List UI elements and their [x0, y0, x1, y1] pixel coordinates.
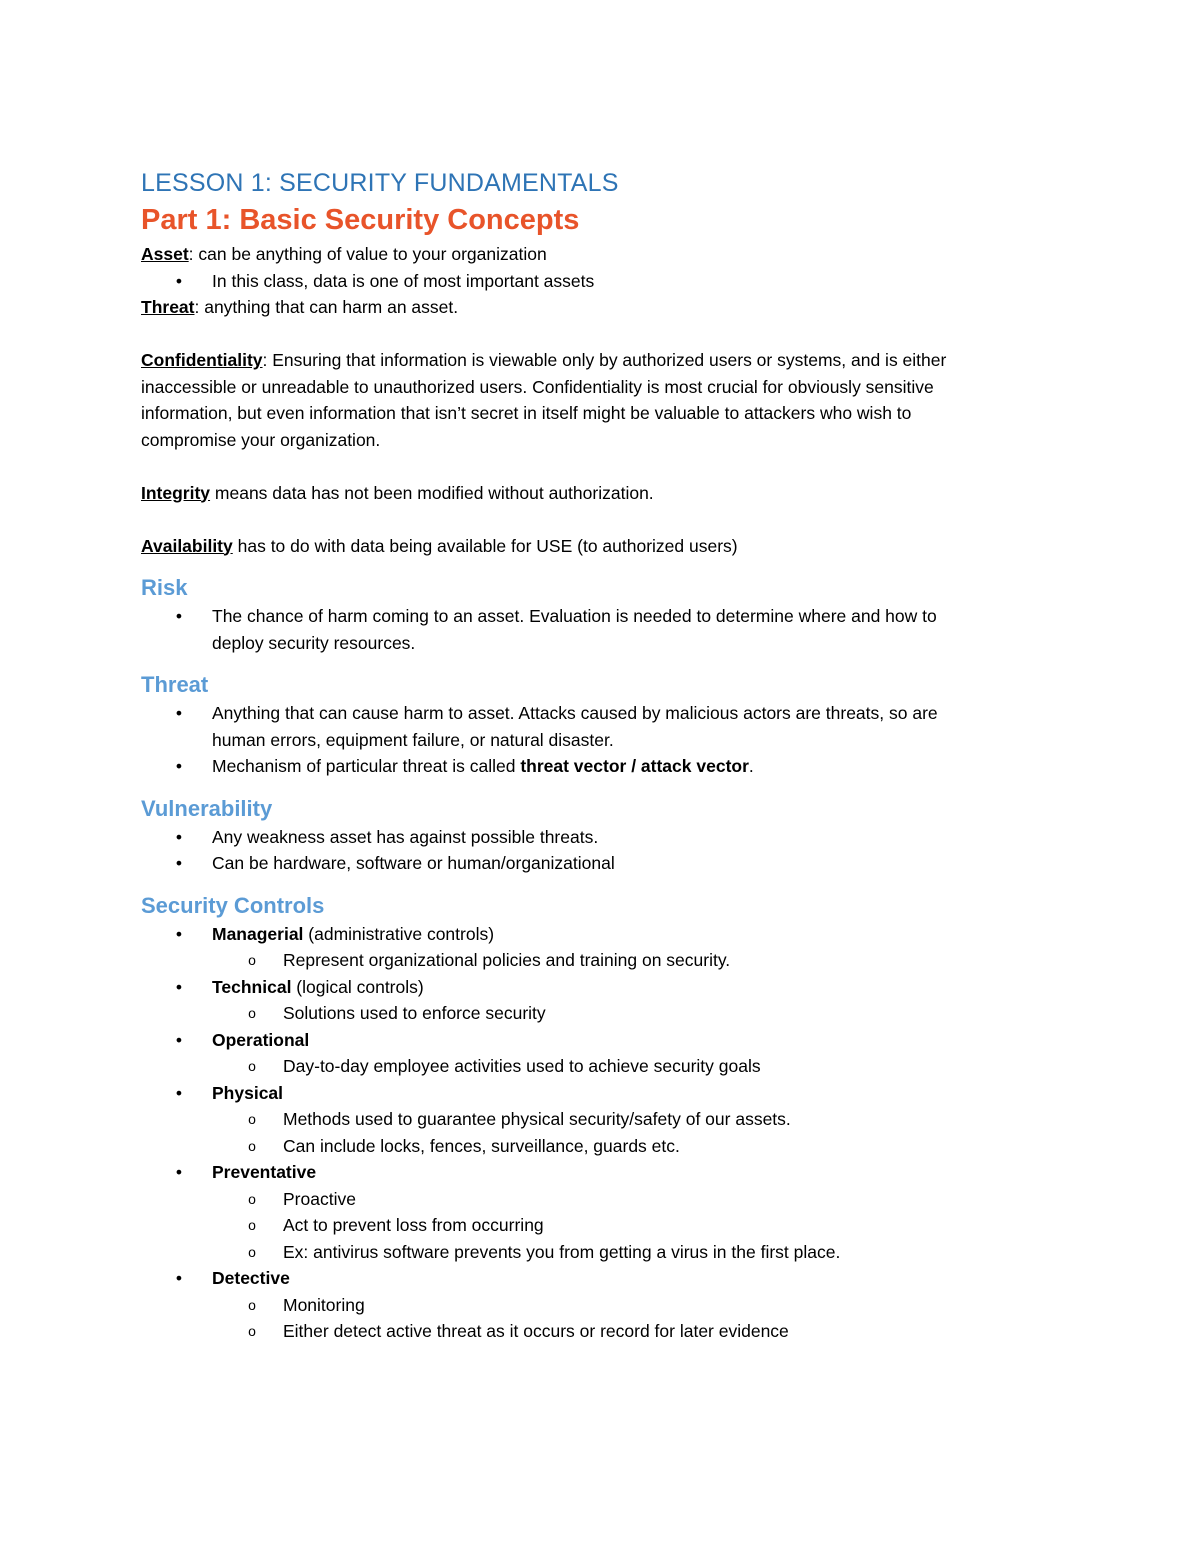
part-heading: Part 1: Basic Security Concepts	[141, 204, 580, 236]
sub-list-item: o Ex: antivirus software prevents you from getting a virus in the first place.	[141, 1239, 1061, 1266]
threat-heading: Threat	[141, 672, 209, 697]
bullet-icon: •	[175, 756, 183, 776]
integrity-definition: Integrity means data has not been modified without authorization.	[141, 482, 654, 503]
sub-list-item: o Can include locks, fences, surveillance, guards etc.	[141, 1133, 1061, 1160]
integrity-term: Integrity	[141, 482, 211, 503]
spacer	[141, 453, 1061, 480]
spacer	[141, 321, 1061, 348]
sub-list-item: o Methods used to guarantee physical security/safety of our assets.	[141, 1106, 1061, 1133]
security-controls-list	[141, 921, 1061, 1345]
list-item: • Operational	[141, 1027, 1061, 1054]
circle-bullet-icon: o	[248, 1323, 256, 1339]
confidentiality-paragraph: Confidentiality: Ensuring that information is viewable only by authorized users or systems, and is either inaccessible or unreadable to unauthorized users. Confidentiality is most crucial for obviously sensitive information, but even information that isn’t secret in itself might be valuable to attackers who wish to compromise your organization.	[141, 350, 947, 450]
threat-definition	[141, 294, 1061, 321]
list-item: • Managerial (administrative controls)	[141, 921, 1061, 948]
list-item: • Technical (logical controls)	[141, 974, 1061, 1001]
spacer	[141, 506, 1061, 533]
sub-list-item: o Day-to-day employee activities used to achieve security goals	[141, 1053, 1061, 1080]
threat-bullets	[141, 700, 1061, 780]
circle-bullet-icon: o	[248, 1005, 256, 1021]
availability-definition: Availability has to do with data being available for USE (to authorized users)	[141, 535, 738, 556]
bullet-icon: •	[175, 853, 183, 873]
list-item: • Can be hardware, software or human/organizational	[141, 850, 1061, 877]
list-item: • Preventative	[141, 1159, 1061, 1186]
risk-bullets	[141, 603, 1061, 656]
bullet-icon: •	[175, 703, 183, 723]
circle-bullet-icon: o	[248, 1296, 256, 1313]
list-item: • Any weakness asset has against possible threats.	[141, 824, 1061, 851]
circle-bullet-icon: o	[248, 952, 256, 968]
list-item: • Mechanism of particular threat is called threat vector / attack vector.	[141, 753, 1061, 780]
asset-bullets	[141, 268, 1061, 295]
threat-term: Threat	[141, 297, 195, 317]
list-item: • Anything that can cause harm to asset. Attacks caused by malicious actors are threats, so are human errors, equipment failure, or natural disaster.	[141, 700, 1061, 753]
sub-list-item: o Represent organizational policies and training on security.	[141, 947, 1061, 974]
sub-list-item: o Either detect active threat as it occurs or record for later evidence	[141, 1318, 1061, 1345]
bullet-icon: •	[175, 1268, 183, 1288]
confidentiality-term: Confidentiality	[141, 350, 263, 370]
vulnerability-bullets	[141, 824, 1061, 877]
circle-bullet-icon: o	[248, 1137, 256, 1154]
bullet-icon: •	[175, 923, 183, 944]
list-item: • Physical	[141, 1080, 1061, 1107]
circle-bullet-icon: o	[248, 1111, 256, 1127]
bullet-icon: •	[175, 826, 183, 847]
circle-bullet-icon: o	[248, 1058, 256, 1074]
asset-term: Asset	[141, 244, 189, 264]
bullet-icon: •	[175, 1162, 183, 1182]
bullet-icon: •	[175, 270, 183, 291]
list-item: • In this class, data is one of most important assets	[141, 268, 1061, 295]
document-page	[141, 166, 1061, 1345]
vulnerability-heading: Vulnerability	[141, 795, 273, 821]
bullet-icon: •	[175, 606, 183, 626]
sub-list-item: o Solutions used to enforce security	[141, 1000, 1061, 1027]
asset-definition	[141, 241, 1061, 268]
availability-term: Availability	[141, 535, 233, 556]
bullet-icon: •	[175, 1029, 183, 1050]
risk-heading: Risk	[141, 575, 188, 600]
circle-bullet-icon: o	[248, 1217, 256, 1233]
lesson-title: LESSON 1: SECURITY FUNDAMENTALS	[141, 169, 619, 197]
circle-bullet-icon: o	[248, 1243, 256, 1260]
sub-list-item: o Proactive	[141, 1186, 1061, 1213]
asset-definition-text: : can be anything of value to your organization	[188, 244, 547, 264]
circle-bullet-icon: o	[248, 1190, 256, 1207]
bullet-icon: •	[175, 1082, 183, 1103]
list-item: • Detective	[141, 1265, 1061, 1292]
security-controls-heading: Security Controls	[141, 892, 325, 918]
bullet-icon: •	[175, 976, 183, 997]
sub-list-item: o Monitoring	[141, 1292, 1061, 1319]
list-item: • The chance of harm coming to an asset. Evaluation is needed to determine where and how to deploy security resources.	[141, 603, 1061, 656]
sub-list-item: o Act to prevent loss from occurring	[141, 1212, 1061, 1239]
threat-definition-text: : anything that can harm an asset.	[194, 297, 459, 317]
